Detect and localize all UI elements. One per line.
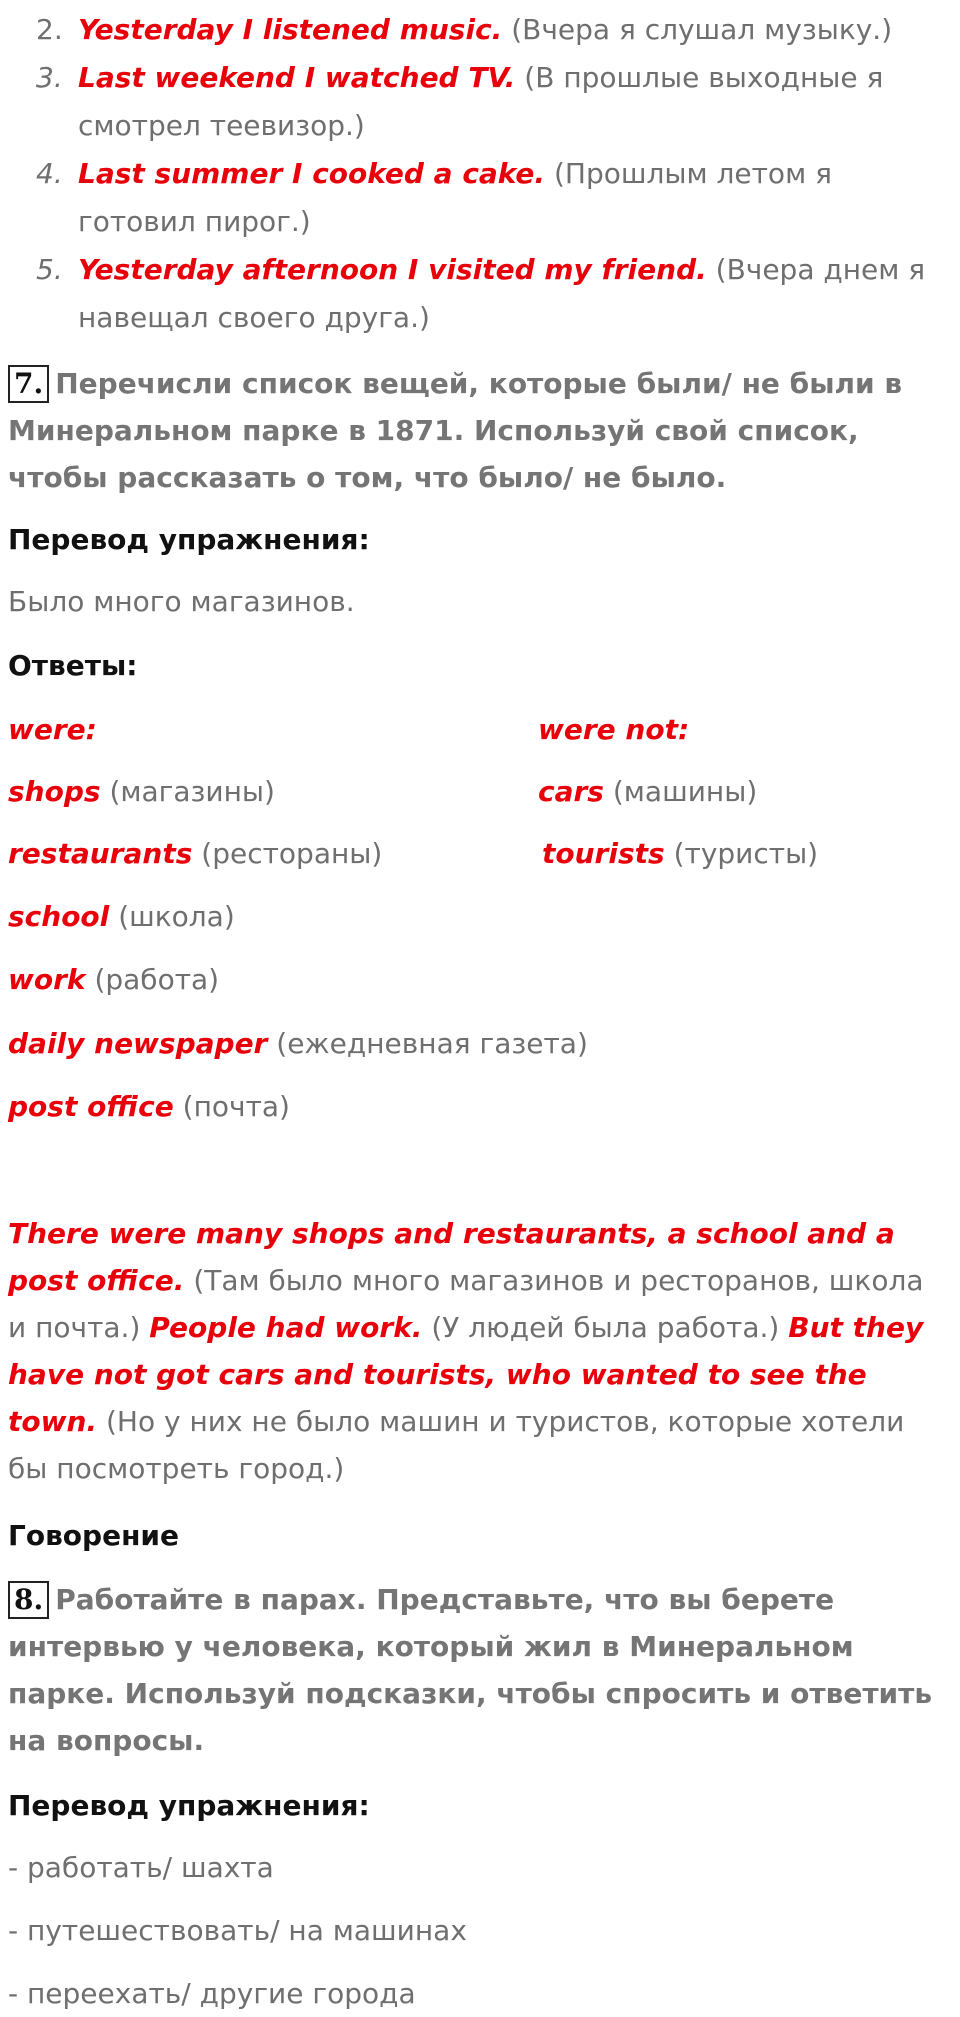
story-english: People had work. xyxy=(149,1311,423,1344)
hint-item: - путешествовать/ на машинах xyxy=(8,1914,467,1947)
were-not-item xyxy=(542,830,818,878)
were-heading: were: xyxy=(8,713,97,746)
were-item xyxy=(8,775,275,808)
answers-heading: Ответы: xyxy=(8,649,138,682)
item-translation: (В прошлые выходные я смотрел теевизор.) xyxy=(78,61,884,142)
word-translation: (ежедневная газета) xyxy=(276,1027,588,1060)
item-number: 3. xyxy=(36,61,63,94)
item-number: 4. xyxy=(36,157,63,190)
answer-row xyxy=(8,1083,938,1131)
word-translation: (почта) xyxy=(182,1090,290,1123)
list-item xyxy=(0,150,940,246)
exercise-number-box: 7. xyxy=(8,365,49,403)
word-english: school xyxy=(8,900,110,933)
hint-item: - переехать/ другие города xyxy=(8,1977,416,2010)
list-item xyxy=(0,246,940,342)
item-translation: (Вчера я слушал музыку.) xyxy=(511,13,893,46)
item-english: Yesterday I listened music. xyxy=(78,13,503,46)
story-english: There were many shops and restaurants, a school and a post office. xyxy=(8,1217,895,1297)
hint-item: - работать/ шахта xyxy=(8,1851,274,1884)
exercise-number-box: 8. xyxy=(8,1581,49,1619)
item-number: 2. xyxy=(36,13,63,46)
item-translation: (Вчера днем я навещал своего друга.) xyxy=(78,253,926,334)
answer-row xyxy=(8,956,938,1004)
translation-heading: Перевод упражнения: xyxy=(8,1789,370,1822)
list-item xyxy=(0,6,940,54)
word-translation: (работа) xyxy=(94,963,220,996)
word-english: work xyxy=(8,963,86,996)
exercise-8-task xyxy=(8,1576,938,1764)
answer-row xyxy=(8,893,938,941)
word-english: tourists xyxy=(542,837,665,870)
story-paragraph xyxy=(8,1210,938,1492)
answer-row xyxy=(8,768,938,816)
item-translation: (Прошлым летом я готовил пирог.) xyxy=(78,157,832,238)
item-number: 5. xyxy=(36,253,63,286)
answers-header-row xyxy=(8,706,938,754)
were-item xyxy=(8,837,382,870)
translation-text: Было много магазинов. xyxy=(8,585,355,618)
word-english: shops xyxy=(8,775,101,808)
item-english: Last summer I cooked a cake. xyxy=(78,157,546,190)
list-item xyxy=(0,54,940,150)
exercise-task-text: Работайте в парах. Представьте, что вы берете интервью у человека, который жил в Минеральном парке. Используй подсказки, чтобы спросить и ответить на вопросы. xyxy=(8,1583,933,1757)
word-translation: (магазины) xyxy=(109,775,275,808)
item-english: Yesterday afternoon I visited my friend. xyxy=(78,253,707,286)
speaking-heading: Говорение xyxy=(8,1519,180,1552)
exercise-task-text: Перечисли список вещей, которые были/ не были в Минеральном парке в 1871. Используй свой список, чтобы рассказать о том, что было/ не было. xyxy=(8,367,903,494)
were-not-item xyxy=(538,768,757,816)
answer-row xyxy=(8,1020,938,1068)
story-translation: (У людей была работа.) xyxy=(431,1311,780,1344)
word-english: post office xyxy=(8,1090,174,1123)
story-translation: (Но у них не было машин и туристов, которые хотели бы посмотреть город.) xyxy=(8,1405,905,1485)
word-english: restaurants xyxy=(8,837,193,870)
item-english: Last weekend I watched TV. xyxy=(78,61,516,94)
word-translation: (машины) xyxy=(612,775,758,808)
word-english: cars xyxy=(538,775,604,808)
translation-heading: Перевод упражнения: xyxy=(8,523,370,556)
story-translation: (Там было много магазинов и ресторанов, школа и почта.) xyxy=(8,1264,924,1344)
word-english: daily newspaper xyxy=(8,1027,268,1060)
answer-list xyxy=(0,6,940,342)
word-translation: (школа) xyxy=(118,900,235,933)
story-english: But they have not got cars and tourists, who wanted to see the town. xyxy=(8,1311,924,1438)
were-not-heading: were not: xyxy=(538,713,690,746)
word-translation: (туристы) xyxy=(673,837,819,870)
answer-row xyxy=(8,830,938,878)
exercise-7-task xyxy=(8,360,938,501)
word-translation: (рестораны) xyxy=(201,837,383,870)
